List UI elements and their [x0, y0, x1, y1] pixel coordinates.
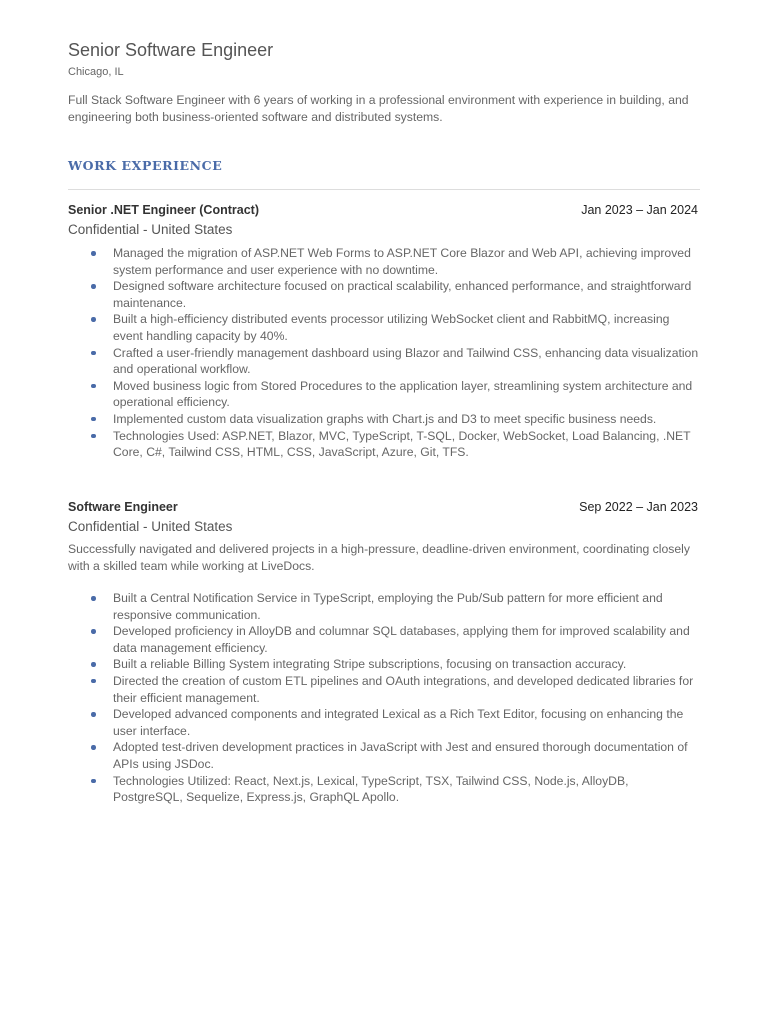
list-item	[68, 773, 700, 806]
job-bullet-list	[68, 590, 700, 806]
bullet-text: Built a high-efficiency distributed events processor utilizing WebSocket client and RabbitMQ, increasing event handling capacity by 40%.	[113, 312, 670, 343]
summary-paragraph: Full Stack Software Engineer with 6 years of working in a professional environment with experience in building, and engineering both business-oriented software and distributed systems.	[68, 93, 689, 124]
list-item	[68, 245, 700, 278]
bullet-text: Developed proficiency in AlloyDB and columnar SQL databases, applying them for improved scalability and data management efficiency.	[113, 624, 690, 655]
job-header	[68, 500, 700, 518]
bullet-dot-icon	[91, 317, 96, 322]
bullet-text: Implemented custom data visualization graphs with Chart.js and D3 to meet specific business needs.	[113, 411, 657, 426]
bullet-text: Managed the migration of ASP.NET Web Forms to ASP.NET Core Blazor and Web API, achieving improved system performance and user experience with no downtime.	[113, 246, 691, 277]
job-bullet-list	[68, 245, 700, 461]
list-item	[68, 590, 700, 623]
bullet-dot-icon	[91, 251, 96, 256]
bullet-dot-icon	[91, 596, 96, 601]
job-entry	[68, 203, 700, 461]
job-header	[68, 203, 700, 221]
list-item	[68, 623, 700, 656]
list-item	[68, 428, 700, 461]
bullet-text: Directed the creation of custom ETL pipelines and OAuth integrations, and developed dedicated libraries for their efficient management.	[113, 673, 694, 705]
bullet-dot-icon	[91, 434, 96, 439]
list-item	[68, 411, 700, 428]
bullet-dot-icon	[91, 779, 96, 784]
list-item	[68, 311, 700, 344]
list-item	[68, 278, 700, 311]
bullet-dot-icon	[91, 384, 96, 389]
job-company: Confidential - United States	[68, 519, 233, 534]
location-text: Chicago, IL	[68, 66, 124, 78]
bullet-dot-icon	[91, 417, 96, 422]
list-item	[68, 345, 700, 378]
bullet-text: Technologies Utilized: React, Next.js, Lexical, TypeScript, TSX, Tailwind CSS, Node.js, AlloyDB, PostgreSQL, Sequelize, Express.js, GraphQL Apollo.	[113, 773, 629, 805]
bullet-dot-icon	[91, 284, 96, 289]
bullet-text: Built a reliable Billing System integrating Stripe subscriptions, focusing on transaction accuracy.	[113, 657, 627, 672]
list-item	[68, 378, 700, 411]
bullet-text: Moved business logic from Stored Procedures to the application layer, streamlining system architecture and operational efficiency.	[113, 378, 693, 410]
bullet-text: Technologies Used: ASP.NET, Blazor, MVC, TypeScript, T-SQL, Docker, WebSocket, Load Balancing, .NET Core, C#, Tailwind CSS, HTML, CSS, JavaScript, Azure, Git, TFS.	[113, 428, 691, 460]
list-item	[68, 656, 700, 673]
list-item	[68, 739, 700, 772]
bullet-text: Built a Central Notification Service in TypeScript, employing the Pub/Sub pattern for more efficient and responsive communication.	[113, 591, 663, 622]
bullet-text: Crafted a user-friendly management dashboard using Blazor and Tailwind CSS, enhancing data visualization and operational workflow.	[113, 345, 699, 377]
job-title: Software Engineer	[68, 500, 178, 514]
list-item	[68, 706, 700, 739]
list-item	[68, 673, 700, 706]
section-divider	[68, 189, 700, 190]
job-entry	[68, 500, 700, 806]
bullet-dot-icon	[91, 745, 96, 750]
bullet-dot-icon	[91, 629, 96, 634]
section-title-work-experience: WORK EXPERIENCE	[68, 158, 223, 173]
bullet-dot-icon	[91, 679, 96, 684]
bullet-dot-icon	[91, 712, 96, 717]
bullet-text: Designed software architecture focused on practical scalability, enhanced performance, and straightforward maintenance.	[113, 279, 692, 310]
bullet-dot-icon	[91, 351, 96, 356]
job-dates: Jan 2023 – Jan 2024	[581, 203, 698, 217]
job-dates: Sep 2022 – Jan 2023	[579, 500, 698, 514]
bullet-dot-icon	[91, 662, 96, 667]
resume-name-title: Senior Software Engineer	[68, 40, 274, 60]
job-company: Confidential - United States	[68, 222, 233, 237]
job-title: Senior .NET Engineer (Contract)	[68, 203, 259, 217]
bullet-text: Developed advanced components and integrated Lexical as a Rich Text Editor, focusing on enhancing the user interface.	[113, 707, 684, 738]
job-description: Successfully navigated and delivered projects in a high-pressure, deadline-driven environment, coordinating closely with a skilled team while working at LiveDocs.	[68, 542, 690, 573]
bullet-text: Adopted test-driven development practices in JavaScript with Jest and ensured thorough documentation of APIs using JSDoc.	[113, 740, 688, 771]
